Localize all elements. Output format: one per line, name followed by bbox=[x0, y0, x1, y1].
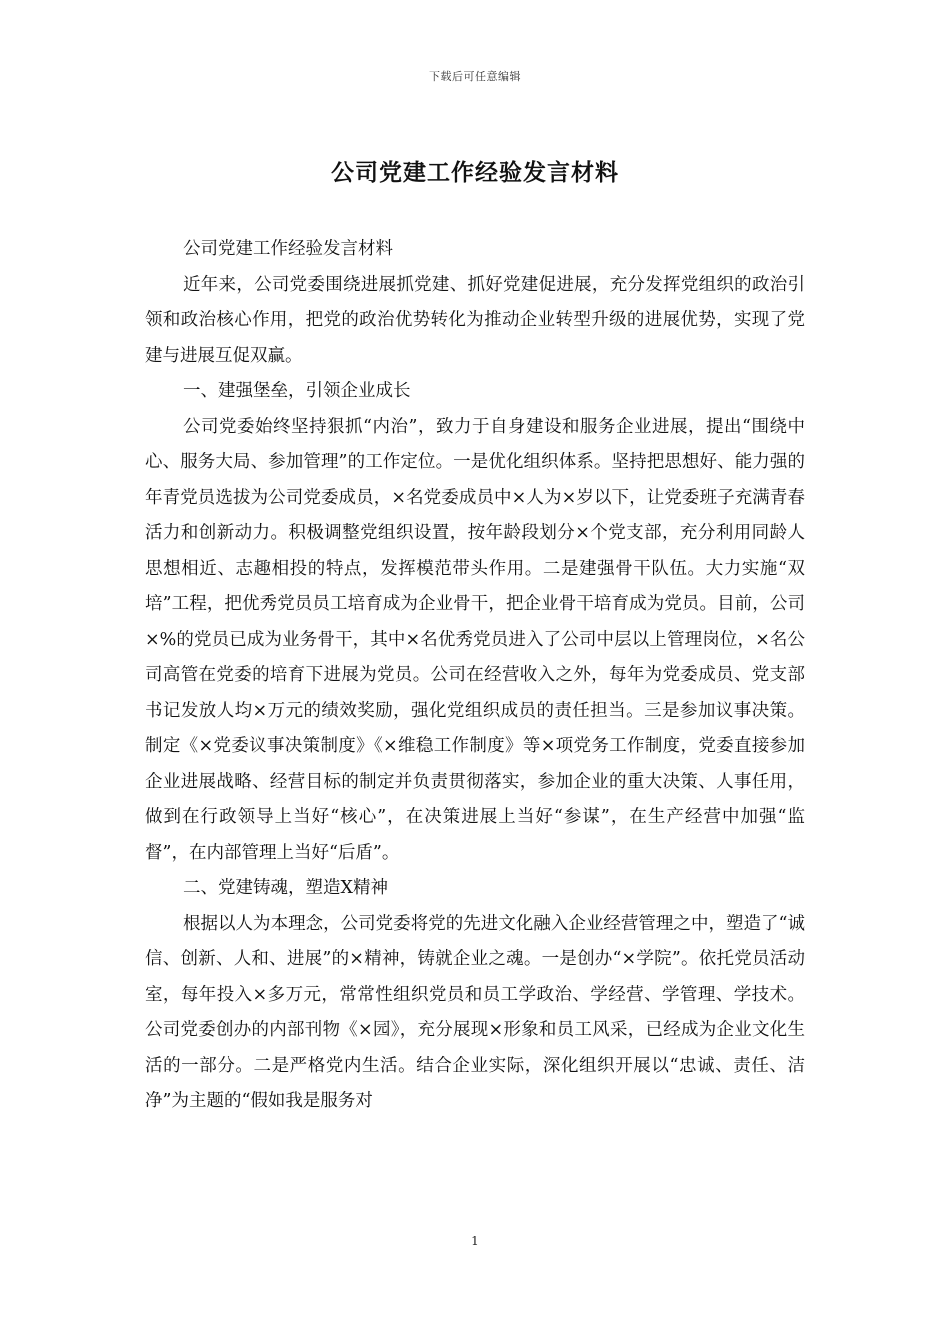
page-number: 1 bbox=[471, 1234, 479, 1248]
section-heading-2: 二、党建铸魂，塑造X精神 bbox=[183, 878, 388, 898]
paragraph-section-2: 根据以人为本理念，公司党委将党的先进文化融入企业经营管理之中，塑造了“诚信、创新、人和、进展”的×精神，铸就企业之魂。一是创办“×学院”。依托党员活动室，每年投入×多万元，常常性组织党员和员工学政治、学经营、学管理、学技术。公司党委创办的内部刊物《×园》，充分展现×形象和员工风采，已经成为企业文化生活的一部分。二是严格党内生活。结合企业实际，深化组织开展以“忠诚、责任、洁净”为主题的“假如我是服务对 bbox=[145, 913, 805, 1111]
paragraph-intro: 近年来，公司党委围绕进展抓党建、抓好党建促进展，充分发挥党组织的政治引领和政治核心作用，把党的政治优势转化为推动企业转型升级的进展优势，实现了党建与进展互促双赢。 bbox=[145, 274, 805, 366]
document-title: 公司党建工作经验发言材料 bbox=[331, 159, 619, 186]
section-heading-1: 一、建强堡垒，引领企业成长 bbox=[183, 381, 411, 401]
paragraph-subtitle: 公司党建工作经验发言材料 bbox=[183, 239, 393, 259]
document-body bbox=[145, 232, 805, 1120]
header-note: 下载后可任意编辑 bbox=[429, 70, 521, 83]
paragraph-section-1: 公司党委始终坚持狠抓“内治”，致力于自身建设和服务企业进展，提出“围绕中心、服务大局、参加管理”的工作定位。一是优化组织体系。坚持把思想好、能力强的年青党员选拔为公司党委成员，×名党委成员中×人为×岁以下，让党委班子充满青春活力和创新动力。积极调整党组织设置，按年龄段划分×个党支部，充分利用同龄人思想相近、志趣相投的特点，发挥模范带头作用。二是建强骨干队伍。大力实施“双培”工程，把优秀党员员工培育成为企业骨干，把企业骨干培育成为党员。目前，公司×%的党员已成为业务骨干，其中×名优秀党员进入了公司中层以上管理岗位，×名公司高管在党委的培育下进展为党员。公司在经营收入之外，每年为党委成员、党支部书记发放人均×万元的绩效奖励，强化党组织成员的责任担当。三是参加议事决策。制定《×党委议事决策制度》《×维稳工作制度》等×项党务工作制度，党委直接参加企业进展战略、经营目标的制定并负责贯彻落实，参加企业的重大决策、人事任用，做到在行政领导上当好“核心”，在决策进展上当好“参谋”，在生产经营中加强“监督”，在内部管理上当好“后盾”。 bbox=[145, 416, 805, 863]
